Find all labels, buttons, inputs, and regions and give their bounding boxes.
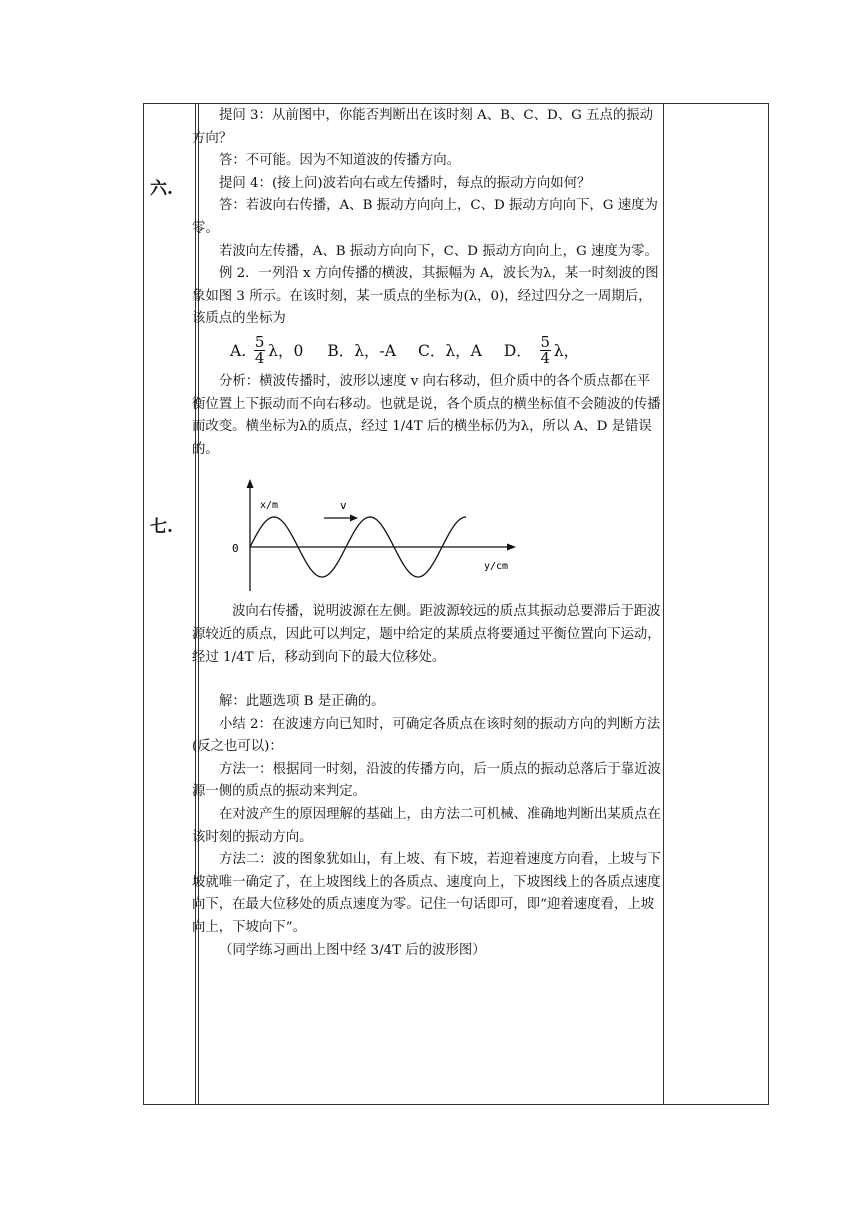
section-label-six: 六. bbox=[150, 179, 173, 199]
method-2: 方法二：波的图象犹如山，有上坡、有下坡，若迎着速度方向看，上坡与下坡就唯一确定了，在上坡图线上的各质点、速度向上，下坡图线上的各质点速度向下，在最大位移处的质点速度为零。记住一句话即可，即“迎着速度看，上坡向上，下坡向下”。 bbox=[192, 852, 661, 936]
velocity-label: v bbox=[340, 499, 347, 513]
option-c: C．λ，A bbox=[417, 341, 482, 360]
column-divider bbox=[663, 104, 664, 1104]
section-label-seven: 七. bbox=[150, 517, 173, 537]
option-a: A. $\frac{5}{4}$ λ，0 bbox=[230, 333, 304, 368]
x-axis-arrow bbox=[507, 544, 516, 551]
option-d: D． $\frac{5}{4}$ λ， bbox=[503, 333, 580, 368]
practice-note: （同学练习画出上图中经 3/4T 后的波形图） bbox=[219, 942, 486, 958]
question-4: 提问 4：(接上问)波若向右或左传播时，每点的振动方向如何？ bbox=[219, 175, 591, 191]
answer-4-right: 答：若波向右传播，A、B 振动方向向上，C、D 振动方向向下，G 速度为零。 bbox=[192, 198, 658, 236]
answer-3: 答：不可能。因为不知道波的传播方向。 bbox=[219, 153, 461, 169]
question-3: 提问 3：从前图中，你能否判断出在该时刻 A、B、C、D、G 五点的振动方向？ bbox=[192, 108, 654, 146]
method-1: 方法一：根据同一时刻，沿波的传播方向，后一质点的振动总落后于靠近波源一侧的质点的振动来判定。 bbox=[192, 761, 661, 800]
answer-options bbox=[230, 333, 662, 369]
analysis: 分析：横波传播时，波形以速度 v 向右移动，但介质中的各个质点都在平衡位置上下振动而不向右移动。也就是说，各个质点的横坐标值不会随波的传播而改变。横坐标为λ的质点，经过 1/4T 后的横坐标仍为λ，所以 A、D 是错误的。 bbox=[192, 373, 661, 457]
wave-figure bbox=[192, 471, 522, 601]
origin-label: 0 bbox=[232, 542, 239, 556]
y-axis-label: x/m bbox=[260, 500, 279, 512]
x-axis-label: y/cm bbox=[484, 561, 509, 573]
fraction: $\frac{5}{4}$ bbox=[540, 333, 551, 368]
lesson-content bbox=[192, 105, 662, 962]
option-b: B．λ，-A bbox=[327, 341, 396, 360]
velocity-arrowhead bbox=[350, 515, 358, 522]
summary-2: 小结 2：在波速方向已知时，可确定各质点在该时刻的振动方向的判断方法(反之也可以)： bbox=[192, 716, 661, 755]
example-2: 例 2．一列沿 x 方向传播的横波，其振幅为 A，波长为λ，某一时刻波的图象如图 3 所示。在该时刻，某一质点的坐标为(λ，0)，经过四分之一周期后，该质点的坐标为 bbox=[192, 266, 659, 327]
solution: 解：此题选项 B 是正确的。 bbox=[219, 694, 385, 710]
method-basis: 在对波产生的原因理解的基础上，由方法二可机械、准确地判断出某质点在该时刻的振动方向。 bbox=[192, 807, 661, 845]
fraction: $\frac{5}{4}$ bbox=[254, 333, 265, 368]
answer-4-left: 若波向左传播，A、B 振动方向向下，C、D 振动方向向上，G 速度为零。 bbox=[219, 243, 658, 259]
explanation: 波向右传播，说明波源在左侧。距波源较远的质点其振动总要滞后于距波源较近的质点，因此可以判定，题中给定的某质点将要通过平衡位置向下运动，经过 1/4T 后，移动到向下的最大位移处。 bbox=[192, 604, 661, 665]
y-axis-arrow bbox=[247, 479, 254, 488]
